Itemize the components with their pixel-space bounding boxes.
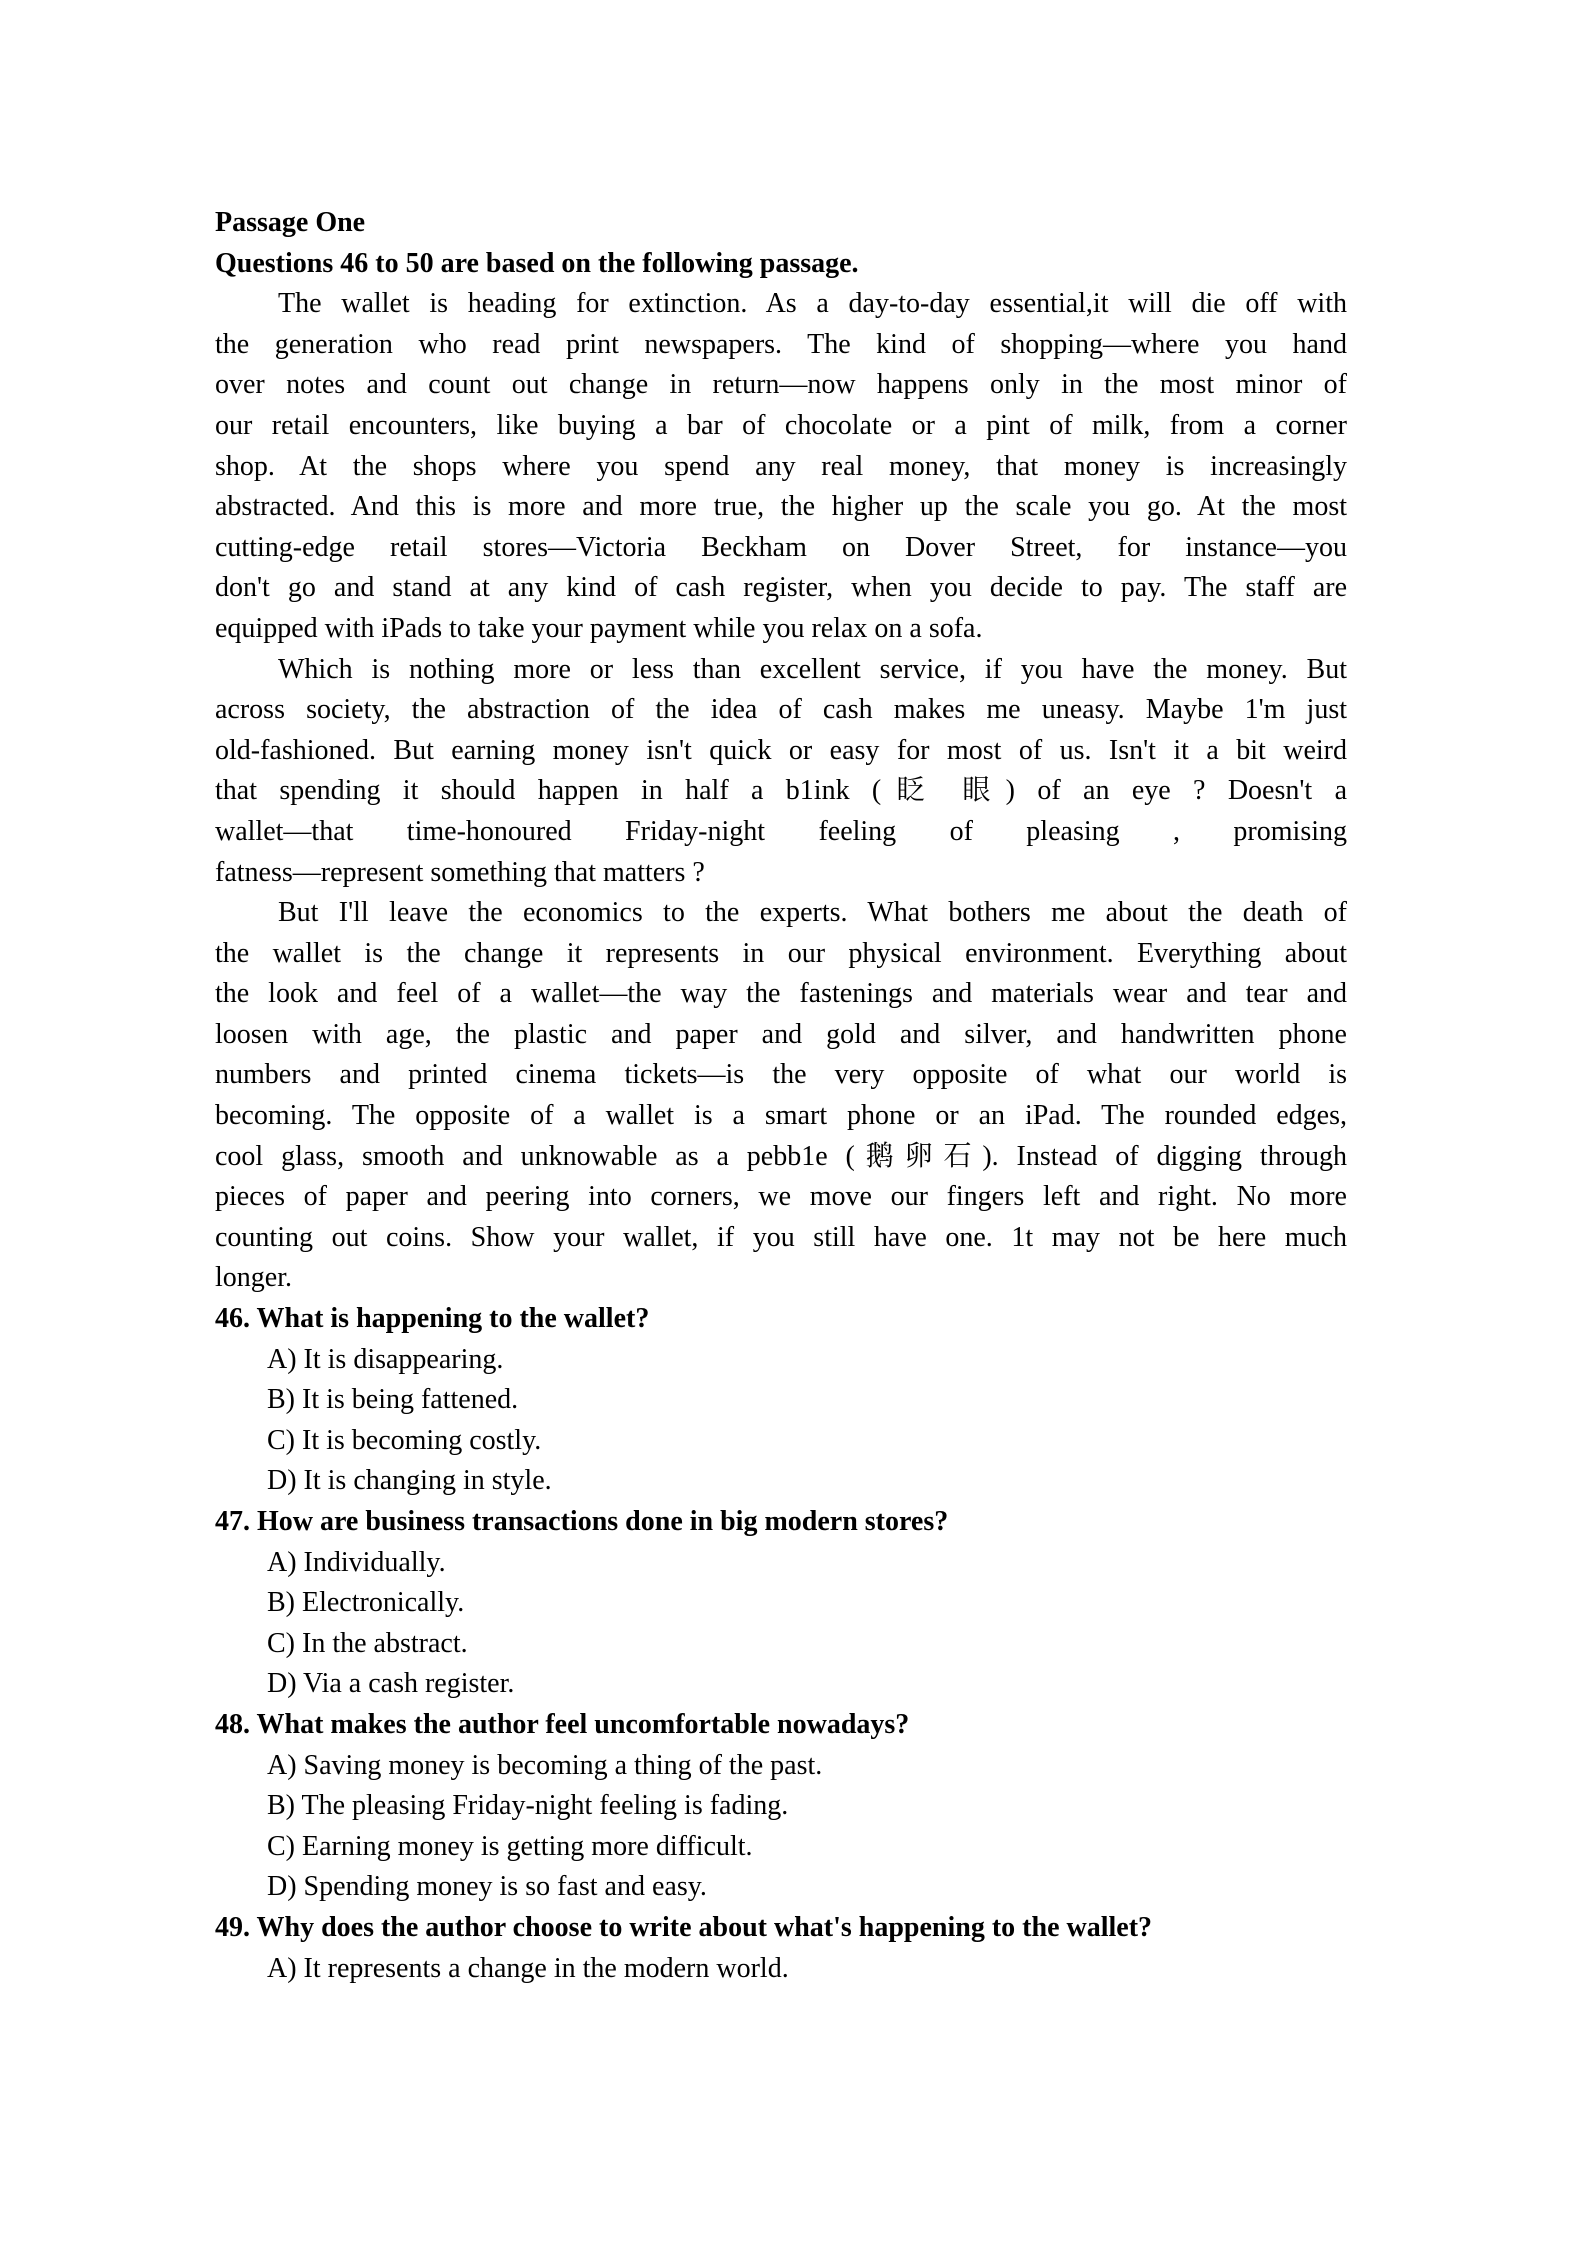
question-stem: Why does the author choose to write about what's happening to the wallet?	[256, 1911, 1153, 1943]
passage-content	[215, 203, 1347, 1989]
paragraph-3	[215, 893, 1347, 1299]
paragraph-line: the wallet is the change it represents in our physical environment. Everything about	[215, 937, 1347, 969]
option-item: B) It is being fattened.	[267, 1384, 519, 1416]
paragraph-line: becoming. The opposite of a wallet is a smart phone or an iPad. The rounded edges,	[215, 1100, 1347, 1132]
question-stem: How are business transactions done in big modern stores?	[257, 1506, 949, 1537]
paragraph-line: our retail encounters, like buying a bar of chocolate or a pint of milk, from a corner	[215, 409, 1347, 441]
option-item: D) Via a cash register.	[267, 1668, 515, 1700]
paragraph-line: longer.	[215, 1262, 292, 1294]
paragraph-line: counting out coins. Show your wallet, if you still have one. 1t may not be here much	[215, 1221, 1347, 1253]
option-item: A) Individually.	[267, 1546, 446, 1578]
question-47	[215, 1502, 1347, 1705]
option-item: B) The pleasing Friday-night feeling is fading.	[267, 1790, 789, 1822]
paragraph-line: equipped with iPads to take your payment while you relax on a sofa.	[215, 612, 983, 644]
option-item: A) It is disappearing.	[267, 1343, 504, 1375]
question-header	[215, 1299, 1347, 1340]
question-number: 49.	[215, 1911, 250, 1943]
question-header	[215, 1705, 1347, 1746]
option-item: A) Saving money is becoming a thing of the past.	[267, 1749, 823, 1781]
option-item: D) Spending money is so fast and easy.	[267, 1871, 707, 1903]
passage-title: Passage One	[215, 207, 366, 238]
question-header	[215, 1908, 1347, 1949]
question-48	[215, 1705, 1347, 1908]
paragraph-line: abstracted. And this is more and more true, the higher up the scale you go. At the most	[215, 491, 1347, 523]
paragraph-line: the look and feel of a wallet—the way the fastenings and materials wear and tear and	[215, 978, 1347, 1010]
question-number: 46.	[215, 1303, 250, 1335]
option-item: A) It represents a change in the modern world.	[267, 1952, 789, 1984]
question-49	[215, 1908, 1347, 1989]
option-item: C) In the abstract.	[267, 1627, 468, 1659]
question-46	[215, 1299, 1347, 1502]
option-item: C) Earning money is getting more difficult.	[267, 1830, 753, 1862]
question-stem: What makes the author feel uncomfortable nowadays?	[256, 1708, 910, 1740]
paragraph-line: don't go and stand at any kind of cash register, when you decide to pay. The staff are	[215, 572, 1347, 604]
paragraph-1	[215, 284, 1347, 649]
paragraph-line: cutting-edge retail stores—Victoria Beckham on Dover Street, for instance—you	[215, 531, 1347, 563]
paragraph-line: But I'll leave the economics to the experts. What bothers me about the death of	[278, 897, 1347, 929]
option-item: C) It is becoming costly.	[267, 1424, 542, 1456]
paragraph-line: cool glass, smooth and unknowable as a pebb1e (鹅卵石). Instead of digging through	[215, 1140, 1347, 1172]
question-number: 48.	[215, 1708, 250, 1740]
paragraph-line: Which is nothing more or less than excellent service, if you have the money. But	[278, 653, 1347, 685]
question-header	[215, 1502, 1347, 1543]
question-stem: What is happening to the wallet?	[256, 1303, 650, 1335]
passage-instruction: Questions 46 to 50 are based on the following passage.	[215, 247, 859, 279]
paragraph-line: fatness—represent something that matters ?	[215, 856, 705, 888]
paragraph-2	[215, 650, 1347, 894]
paragraph-line: pieces of paper and peering into corners, we move our fingers left and right. No more	[215, 1181, 1347, 1213]
question-number: 47.	[215, 1506, 250, 1537]
paragraph-line: numbers and printed cinema tickets—is the very opposite of what our world is	[215, 1059, 1347, 1091]
option-item: B) Electronically.	[267, 1587, 465, 1619]
option-item: D) It is changing in style.	[267, 1465, 552, 1497]
paragraph-line: across society, the abstraction of the idea of cash makes me uneasy. Maybe 1'm just	[215, 694, 1347, 726]
paragraph-line: loosen with age, the plastic and paper and gold and silver, and handwritten phone	[215, 1018, 1347, 1050]
paragraph-line: The wallet is heading for extinction. As a day-to-day essential,it will die off with	[278, 288, 1347, 320]
paragraph-line: that spending it should happen in half a b1ink (眨 眼) of an eye ? Doesn't a	[215, 775, 1347, 807]
paragraph-line: wallet—that time-honoured Friday-night feeling of pleasing , promising	[215, 815, 1347, 847]
paragraph-line: old-fashioned. But earning money isn't quick or easy for most of us. Isn't it a bit weird	[215, 734, 1347, 766]
paragraph-line: shop. At the shops where you spend any real money, that money is increasingly	[215, 450, 1347, 482]
paragraph-line: the generation who read print newspapers. The kind of shopping—where you hand	[215, 328, 1347, 360]
paragraph-line: over notes and count out change in return—now happens only in the most minor of	[215, 369, 1347, 401]
